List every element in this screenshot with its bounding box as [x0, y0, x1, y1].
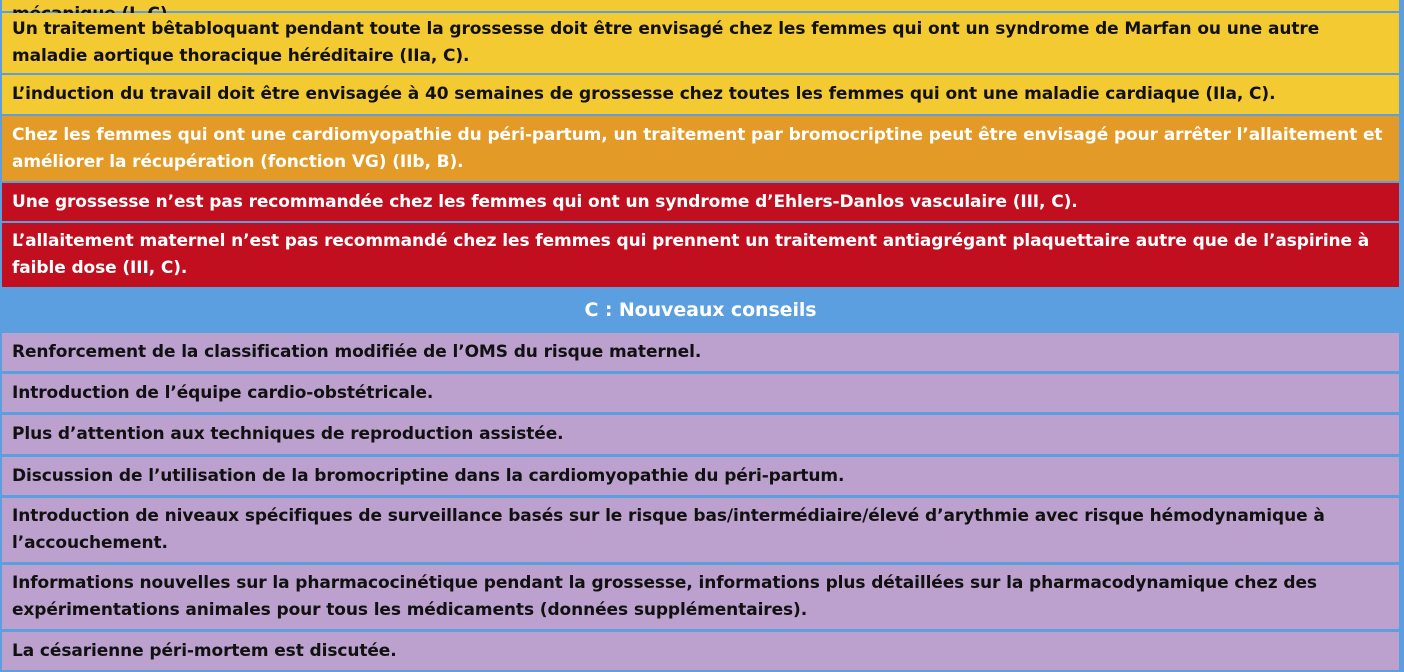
new-advice-row [2, 498, 1399, 562]
new-advice-row [2, 565, 1399, 629]
new-advice-text: Introduction de l’équipe cardio-obstétricale. [12, 382, 434, 403]
recommendation-row-class-i [2, 0, 1399, 11]
recommendation-text: L’allaitement maternel n’est pas recommandé chez les femmes qui prennent un traitement antiagrégant plaquettaire autre que de l’aspirine à faible dose (III, C). [12, 231, 1370, 278]
new-advice-text: Introduction de niveaux spécifiques de surveillance basés sur le risque bas/intermédiaire/élevé d’arythmie avec risque hémodynamique à l’accouchement. [12, 506, 1325, 553]
recommendation-row-class-iia [2, 75, 1399, 114]
new-advice-text: La césarienne péri-mortem est discutée. [12, 640, 397, 661]
new-advice-row [2, 415, 1399, 454]
new-advice-text: Plus d’attention aux techniques de reproduction assistée. [12, 424, 564, 444]
new-advice-row [2, 457, 1399, 495]
recommendation-text: Une grossesse n’est pas recommandée chez les femmes qui ont un syndrome d’Ehlers-Danlos vasculaire (III, C). [12, 191, 1078, 212]
recommendation-row-class-iib [2, 116, 1399, 181]
recommendation-row-class-iia [2, 13, 1399, 73]
section-title: C : Nouveaux conseils [584, 298, 817, 321]
recommendation-text: Un traitement bêtabloquant pendant toute la grossesse doit être envisagé chez les femmes qui ont un syndrome de Marfan ou une autre maladie aortique thoracique héréditaire (IIa, C). [12, 19, 1320, 66]
recommendation-row-class-iii [2, 223, 1399, 287]
new-advice-row [2, 632, 1399, 670]
new-advice-row [2, 333, 1399, 371]
new-advice-text: Renforcement de la classification modifiée de l’OMS du risque maternel. [12, 341, 702, 362]
new-advice-row [2, 374, 1399, 412]
recommendation-row-class-iii [2, 183, 1399, 221]
section-c-header [2, 290, 1399, 330]
recommendation-text: L’induction du travail doit être envisagée à 40 semaines de grossesse chez toutes les femmes qui ont une maladie cardiaque (IIa, C). [12, 84, 1276, 104]
recommendation-text: Chez les femmes qui ont une cardiomyopathie du péri-partum, un traitement par bromocriptine peut être envisagé pour arrêter l’allaitement et améliorer la récupération (fonction VG) (IIb, B). [12, 124, 1383, 172]
new-advice-text: Informations nouvelles sur la pharmacocinétique pendant la grossesse, informations plus détaillées sur la pharmacodynamique chez des expérimentations animales pour tous les médicaments (données supplémentaires). [12, 573, 1317, 620]
new-advice-text: Discussion de l’utilisation de la bromocriptine dans la cardiomyopathie du péri-partum. [12, 465, 845, 486]
